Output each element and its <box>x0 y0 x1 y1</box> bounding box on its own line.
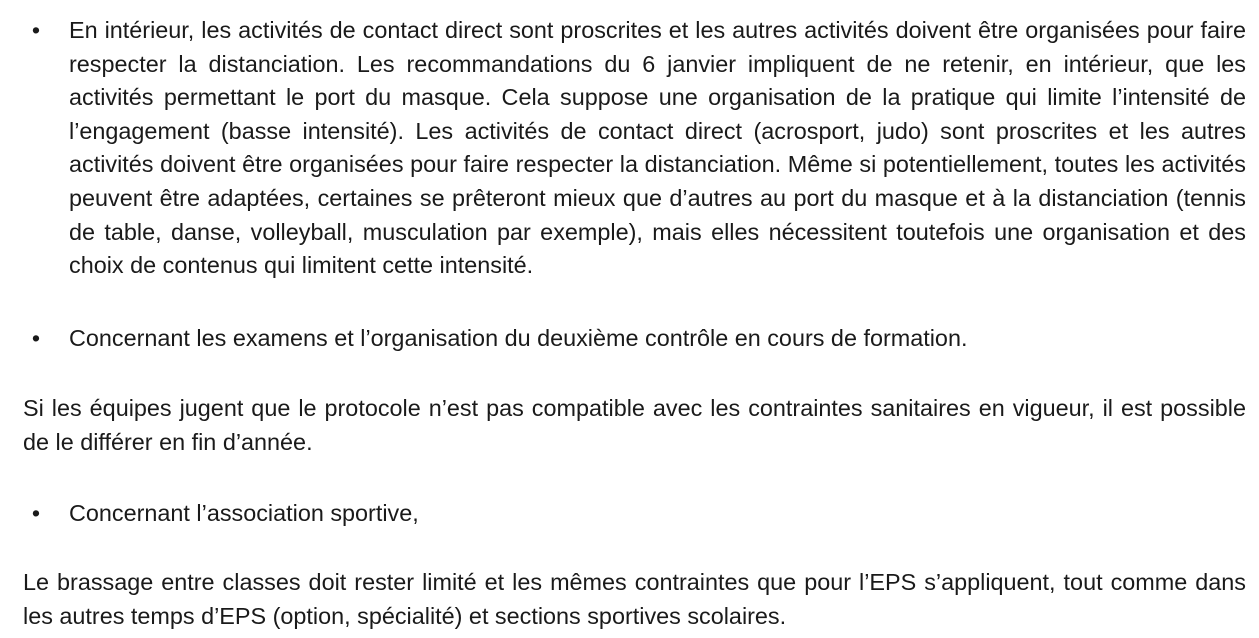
bullet-icon: • <box>31 17 41 43</box>
list-item-text: En intérieur, les activités de contact direct sont proscrites et les autres activités doivent être organisées pour faire respecter la distanciation. Les recommandations du 6 janvier impliquent de ne retenir, en intérieur, que les activités permettant le port du masque. Cela suppose une organisation de la pratique qui limite l’intensité de l’engagement (basse intensité). Les activités de contact direct (acrosport, judo) sont proscrites et les autres activités doivent être organisées pour faire respecter la distanciation. Même si potentiellement, toutes les activités peuvent être adaptées, certaines se prêteront mieux que d’autres au port du masque et à la distanciation (tennis de table, danse, volleyball, musculation par exemple), mais elles nécessitent toutefois une organisation et des choix de contenus qui limitent cette intensité. <box>69 17 1246 279</box>
list-item-exams <box>31 322 1246 356</box>
list-item-text: Concernant les examens et l’organisation du deuxième contrôle en cours de formation. <box>69 325 968 351</box>
paragraph-class-mixing: Le brassage entre classes doit rester limité et les mêmes contraintes que pour l’EPS s’appliquent, tout comme dans les autres temps d’EPS (option, spécialité) et sections sportives scolaires. <box>23 569 1246 629</box>
paragraph-exam-postpone: Si les équipes jugent que le protocole n’est pas compatible avec les contraintes sanitaires en vigueur, il est possible de le différer en fin d’année. <box>23 395 1246 455</box>
list-item-text: Concernant l’association sportive, <box>69 500 419 526</box>
list-item-indoor-activities <box>31 14 1246 283</box>
bullet-icon: • <box>31 325 41 351</box>
list-item-sports-association <box>31 497 1246 531</box>
bullet-icon: • <box>31 500 41 526</box>
